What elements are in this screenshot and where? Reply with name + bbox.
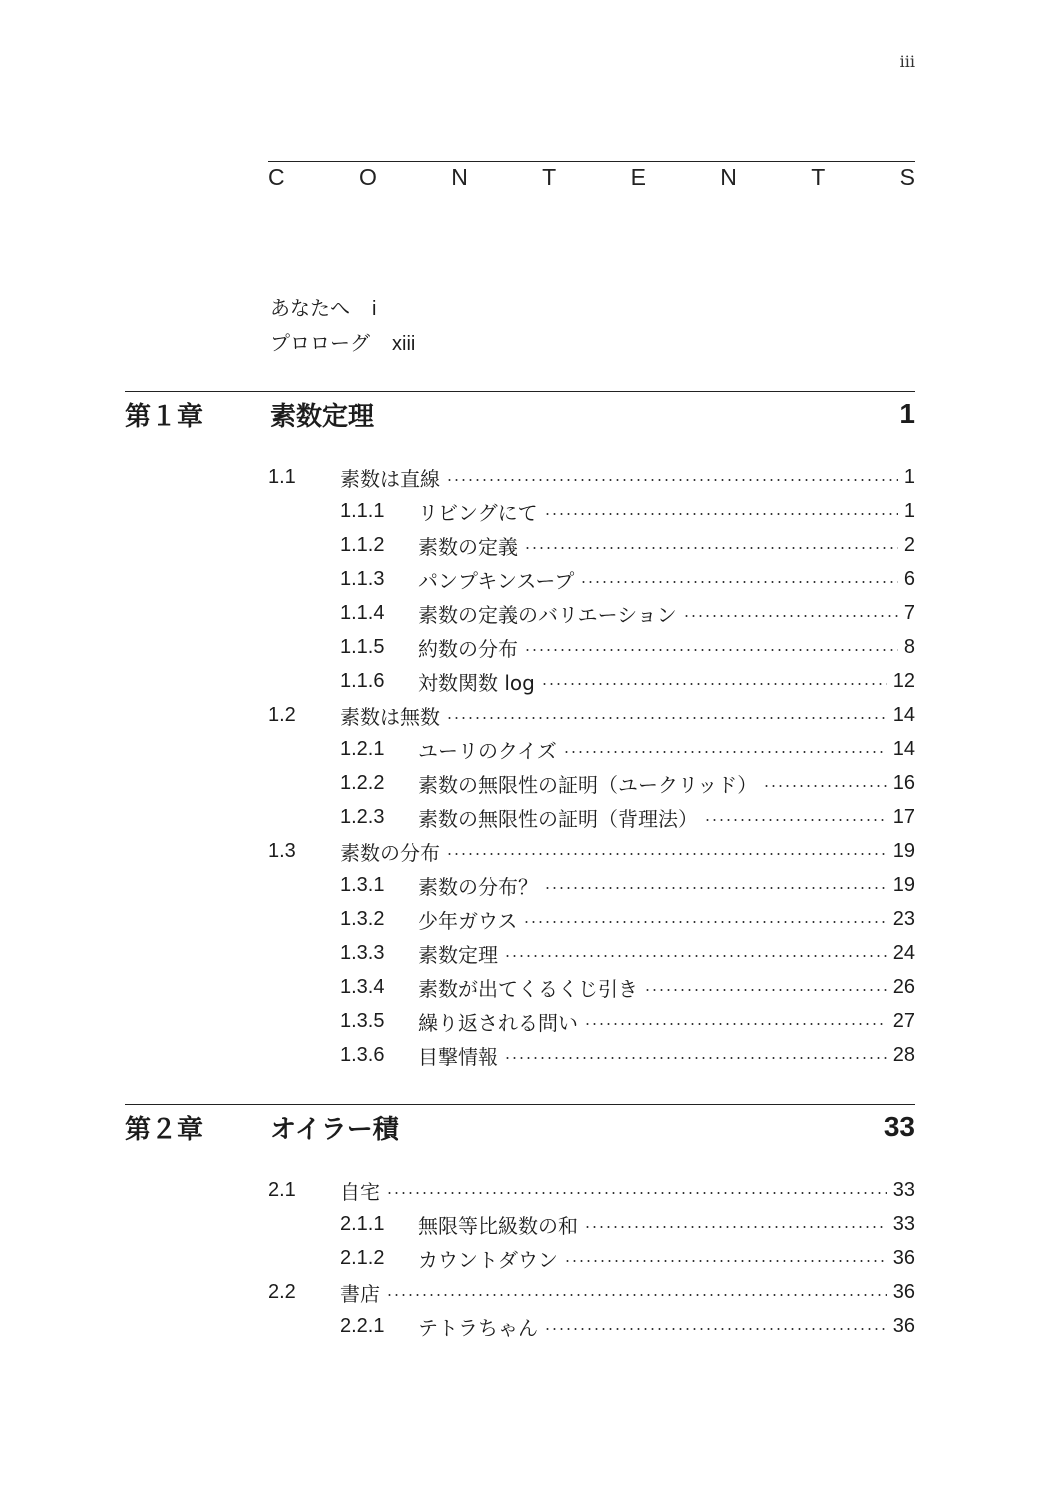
entry-title: 素数が出てくるくじ引き	[418, 976, 638, 1001]
contents-letter: N	[451, 164, 468, 190]
chapter-label: 第２章	[125, 1114, 204, 1145]
entry-page: 24	[892, 941, 915, 964]
entry-number: 1.1.2	[340, 533, 385, 556]
contents-letter: S	[899, 164, 915, 190]
section-entry[interactable]	[268, 698, 915, 732]
dot-leader	[544, 513, 898, 515]
subsection-entry[interactable]	[340, 596, 915, 630]
front-matter-page: xiii	[392, 333, 416, 355]
dot-leader	[446, 479, 898, 481]
entry-page: 26	[892, 975, 915, 998]
subsection-entry[interactable]	[340, 902, 915, 936]
subsection-entry[interactable]	[340, 528, 915, 562]
contents-letter: T	[542, 164, 557, 190]
entry-page: 14	[892, 703, 915, 726]
dot-leader	[683, 615, 898, 617]
entry-page: 2	[903, 533, 915, 556]
subsection-entry[interactable]	[340, 1207, 915, 1241]
entry-title: 少年ガウス	[418, 908, 518, 933]
dot-leader	[523, 921, 886, 923]
entry-number: 1.3.6	[340, 1043, 385, 1066]
subsection-entry[interactable]	[340, 494, 915, 528]
entry-number: 1.2	[268, 703, 296, 726]
dot-leader	[386, 1192, 887, 1194]
contents-letter: O	[358, 164, 377, 190]
entry-page: 16	[892, 771, 915, 794]
entry-number: 2.2	[268, 1280, 296, 1303]
section-entry[interactable]	[268, 834, 915, 868]
entry-page: 7	[903, 601, 915, 624]
dot-leader	[541, 683, 887, 685]
entry-page: 33	[892, 1178, 915, 1201]
entry-number: 1.3.4	[340, 975, 385, 998]
contents-letter: E	[630, 164, 646, 190]
chapter-title: 素数定理	[270, 401, 375, 432]
subsection-entry[interactable]	[340, 766, 915, 800]
contents-letter: T	[811, 164, 826, 190]
subsection-entry[interactable]	[340, 970, 915, 1004]
entry-title: テトラちゃん	[418, 1315, 538, 1340]
entry-number: 2.1	[268, 1178, 296, 1201]
front-matter-entry[interactable]	[270, 292, 376, 321]
entry-title: 素数の無限性の証明（背理法）	[418, 806, 698, 831]
entry-page: 1	[903, 499, 915, 522]
dot-leader	[524, 649, 898, 651]
subsection-entry[interactable]	[340, 732, 915, 766]
entry-title: 素数定理	[418, 942, 498, 967]
chapter-title: オイラー積	[270, 1114, 399, 1145]
dot-leader	[563, 751, 887, 753]
entry-title: 繰り返される問い	[418, 1010, 578, 1035]
entry-page: 36	[892, 1314, 915, 1337]
chapter-heading[interactable]	[125, 1105, 915, 1149]
entry-number: 1.1.6	[340, 669, 385, 692]
entry-title: 書店	[340, 1281, 380, 1306]
entry-number: 1.3.1	[340, 873, 385, 896]
section-entry[interactable]	[268, 1173, 915, 1207]
entry-title: 素数は無数	[340, 704, 440, 729]
entry-number: 1.1.1	[340, 499, 385, 522]
subsection-entry[interactable]	[340, 800, 915, 834]
front-matter-page: i	[372, 298, 377, 320]
entry-page: 12	[892, 669, 915, 692]
dot-leader	[544, 1328, 887, 1330]
dot-leader	[544, 887, 887, 889]
entry-number: 1.3.5	[340, 1009, 385, 1032]
entry-title: パンプキンスープ	[418, 568, 575, 593]
entry-title: 素数の分布？	[418, 874, 538, 899]
dot-leader	[446, 717, 887, 719]
subsection-entry[interactable]	[340, 630, 915, 664]
entry-number: 1.1	[268, 465, 296, 488]
chapter-label: 第１章	[125, 401, 204, 432]
subsection-entry[interactable]	[340, 1038, 915, 1072]
entry-number: 1.2.2	[340, 771, 385, 794]
front-matter-entry[interactable]	[270, 327, 415, 356]
chapter-page: 33	[883, 1111, 915, 1142]
dot-leader	[644, 989, 887, 991]
dot-leader	[446, 853, 887, 855]
entry-page: 1	[903, 465, 915, 488]
dot-leader	[763, 785, 887, 787]
entry-page: 36	[892, 1246, 915, 1269]
contents-rule	[268, 161, 915, 162]
entry-number: 1.1.4	[340, 601, 385, 624]
dot-leader	[504, 955, 887, 957]
chapter-page: 1	[899, 398, 915, 429]
entry-title: 無限等比級数の和	[418, 1213, 578, 1238]
entry-title: 自宅	[340, 1179, 380, 1204]
entry-number: 1.2.1	[340, 737, 385, 760]
subsection-entry[interactable]	[340, 936, 915, 970]
entry-title: 対数関数 log	[418, 670, 535, 695]
entry-title: ユーリのクイズ	[418, 738, 557, 763]
subsection-entry[interactable]	[340, 1004, 915, 1038]
entry-page: 23	[892, 907, 915, 930]
page-number: iii	[899, 52, 915, 71]
contents-letter: N	[720, 164, 737, 190]
entry-title: 約数の分布	[418, 636, 518, 661]
entry-title: カウントダウン	[418, 1247, 558, 1272]
entry-title: 素数は直線	[340, 466, 440, 491]
entry-page: 17	[892, 805, 915, 828]
entry-page: 19	[892, 839, 915, 862]
contents-letter: C	[268, 164, 285, 190]
dot-leader	[564, 1260, 887, 1262]
entry-page: 6	[903, 567, 915, 590]
entry-number: 2.1.1	[340, 1212, 385, 1235]
contents-heading	[268, 164, 915, 191]
subsection-entry[interactable]	[340, 664, 915, 698]
entry-number: 2.2.1	[340, 1314, 385, 1337]
dot-leader	[386, 1294, 887, 1296]
entry-page: 14	[892, 737, 915, 760]
entry-number: 1.3.2	[340, 907, 385, 930]
entry-number: 1.1.5	[340, 635, 385, 658]
entry-number: 1.2.3	[340, 805, 385, 828]
entry-number: 1.1.3	[340, 567, 385, 590]
entry-page: 19	[892, 873, 915, 896]
subsection-entry[interactable]	[340, 868, 915, 902]
dot-leader	[524, 547, 898, 549]
entry-number: 2.1.2	[340, 1246, 385, 1269]
subsection-entry[interactable]	[340, 1309, 915, 1343]
entry-title: 素数の無限性の証明（ユークリッド）	[418, 772, 758, 797]
entry-title: リビングにて	[418, 500, 538, 525]
entry-title: 素数の定義のバリエーション	[418, 602, 677, 627]
entry-page: 27	[892, 1009, 915, 1032]
entry-number: 1.3	[268, 839, 296, 862]
entry-title: 素数の定義	[418, 534, 518, 559]
dot-leader	[504, 1057, 887, 1059]
entry-title: 素数の分布	[340, 840, 440, 865]
dot-leader	[704, 819, 887, 821]
entry-page: 28	[892, 1043, 915, 1066]
entry-number: 1.3.3	[340, 941, 385, 964]
entry-page: 33	[892, 1212, 915, 1235]
front-matter-title: あなたへ	[270, 296, 350, 320]
entry-title: 目撃情報	[418, 1044, 498, 1069]
dot-leader	[580, 581, 897, 583]
front-matter-title: プロローグ	[270, 331, 370, 355]
chapter-heading[interactable]	[125, 392, 915, 436]
section-entry[interactable]	[268, 1275, 915, 1309]
dot-leader	[584, 1023, 887, 1025]
entry-page: 36	[892, 1280, 915, 1303]
section-entry[interactable]	[268, 460, 915, 494]
dot-leader	[584, 1226, 887, 1228]
subsection-entry[interactable]	[340, 562, 915, 596]
entry-page: 8	[903, 635, 915, 658]
subsection-entry[interactable]	[340, 1241, 915, 1275]
